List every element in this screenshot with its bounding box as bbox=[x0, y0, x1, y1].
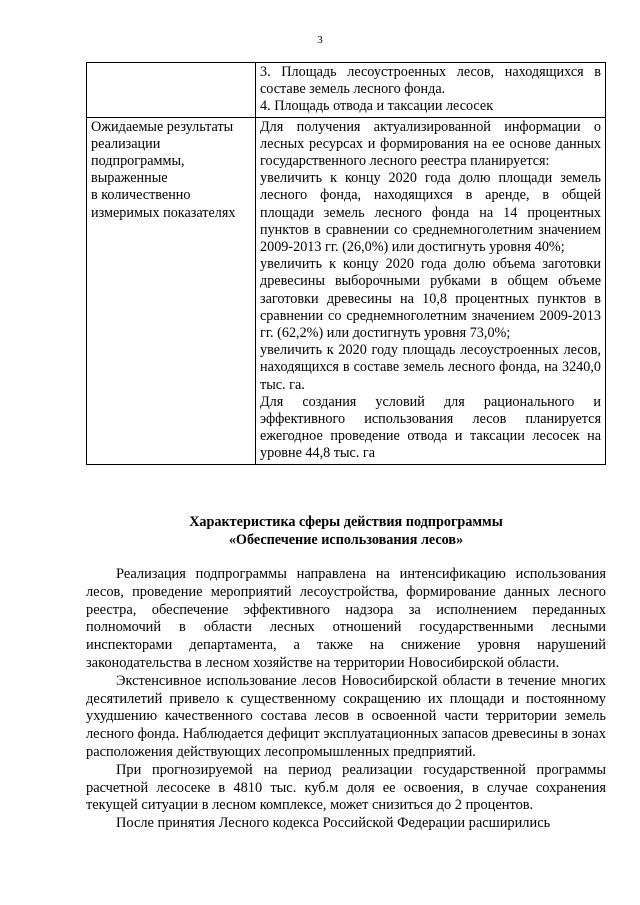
table-cell-label bbox=[87, 63, 256, 118]
table-row bbox=[87, 117, 606, 464]
paragraph: После принятия Лесного кодекса Российской Федерации расширились bbox=[116, 815, 551, 832]
body-text bbox=[86, 566, 606, 833]
section-heading bbox=[86, 513, 606, 549]
label-line: измеримых показателях bbox=[91, 204, 236, 221]
table-text: увеличить к концу 2020 года долю площади земель лесного фонда, находящихся в аренде, в общей площади земель лесного фонда на 14 процентных пунктов в сравнении со среднемноголетним значением 2009-2013 гг. (26,0%) или достигнуть уровня 40%; bbox=[260, 170, 601, 256]
paragraph: При прогнозируемой на период реализации государственной программы расчетной лесосеке в 4810 тыс. куб.м доля ее освоения, в случае сохранения текущей ситуации в лесном комплексе, может снизиться до 2 процентов. bbox=[86, 761, 606, 814]
label-line: реализации bbox=[91, 135, 161, 152]
table-text: Для создания условий для рационального и эффективного использования лесов планируется ежегодное проведение отвода и таксации лесосек на уровне 44,8 тыс. га bbox=[260, 393, 601, 462]
heading-line: «Обеспечение использования лесов» bbox=[228, 532, 464, 548]
paragraph: Экстенсивное использование лесов Новосибирской области в течение многих десятилетий привело к существенному сокращению их площади и постоянному ухудшению качественного состава лесов в освоенной части территории земель лесного фонда. Наблюдается дефицит эксплуатационных запасов древесины в зонах расположения действующих лесопромышленных предприятий. bbox=[86, 672, 606, 760]
table-cell-value bbox=[256, 63, 606, 118]
label-line: в количественно bbox=[91, 187, 191, 204]
table-text: 3. Площадь лесоустроенных лесов, находящихся в составе земель лесного фонда. bbox=[260, 64, 601, 98]
table-cell-value bbox=[256, 117, 606, 464]
page-number: 3 bbox=[317, 34, 323, 46]
table-text: увеличить к 2020 году площадь лесоустроенных лесов, находящихся в составе земель лесного фонда, на 3240,0 тыс. га. bbox=[260, 342, 601, 393]
label-line: подпрограммы, bbox=[91, 153, 185, 170]
table-text: Для получения актуализированной информации о лесных ресурсах и формирования на ее основе данных государственного лесного реестра планируется: bbox=[260, 118, 601, 170]
label-line: Ожидаемые результаты bbox=[91, 118, 234, 135]
table-text: 4. Площадь отвода и таксации лесосек bbox=[260, 98, 494, 115]
heading-line: Характеристика сферы действия подпрограммы bbox=[189, 514, 503, 530]
passport-table bbox=[86, 62, 606, 465]
label-line: выраженные bbox=[91, 170, 168, 187]
paragraph: Реализация подпрограммы направлена на интенсификацию использования лесов, проведение мероприятий лесоустройства, формирование данных лесного реестра, обеспечение эффективного надзора за исполнением переданных полномочий в области лесных отношений государственными лесными инспекторами департамента, а также на снижение уровня нарушений законодательства в лесном хозяйстве на территории Новосибирской области. bbox=[86, 566, 606, 671]
table-text: увеличить к концу 2020 года долю объема заготовки древесины выборочными рубками в общем объеме заготовки древесины на 10,8 процентных пунктов в сравнении со среднемноголетним значением 2009-2013 гг. (62,2%) или достигнуть уровня 73,0%; bbox=[260, 256, 601, 342]
table-cell-label bbox=[87, 117, 256, 464]
table-row bbox=[87, 63, 606, 118]
